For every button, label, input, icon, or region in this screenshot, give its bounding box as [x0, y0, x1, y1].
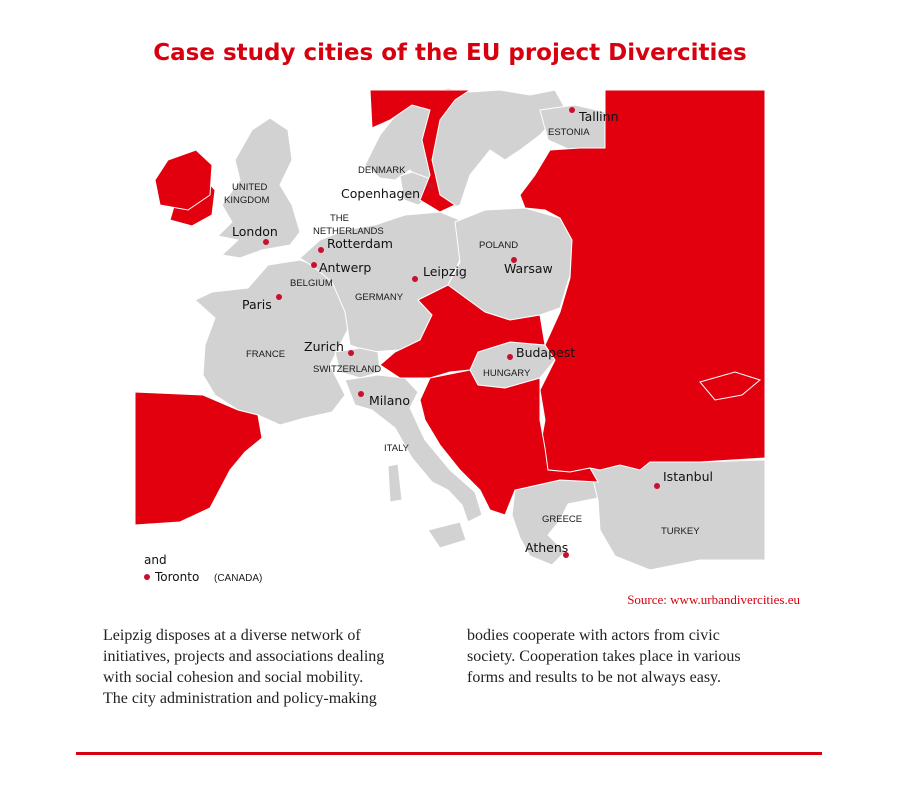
label-netherlands-1: THE — [330, 213, 349, 224]
marker-budapest — [507, 354, 513, 360]
text-line: with social cohesion and social mobility. — [103, 669, 364, 686]
marker-istanbul — [654, 483, 660, 489]
footer-rule — [76, 752, 822, 755]
text-line: bodies cooperate with actors from civic — [467, 627, 720, 644]
legend-city: Toronto — [155, 570, 200, 584]
map-title: Case study cities of the EU project Divercities — [153, 40, 747, 66]
marker-tallinn — [569, 107, 575, 113]
city-tallinn: Tallinn — [579, 109, 619, 124]
legend-country: (CANADA) — [214, 573, 263, 584]
legend-and: and — [144, 553, 167, 567]
label-poland: POLAND — [479, 240, 519, 251]
label-greece: GREECE — [542, 514, 583, 525]
text-line: initiatives, projects and associations dealing — [103, 648, 385, 665]
region-spain — [135, 392, 262, 525]
marker-leipzig — [412, 276, 418, 282]
marker-milano — [358, 391, 364, 397]
legend-marker — [144, 574, 150, 580]
country-sardinia — [388, 464, 402, 502]
marker-zurich — [348, 350, 354, 356]
label-turkey: TURKEY — [661, 526, 700, 537]
city-warsaw: Warsaw — [504, 261, 553, 276]
label-belgium: BELGIUM — [290, 278, 333, 289]
text-line: Leipzig disposes at a diverse network of — [103, 627, 361, 644]
label-france: FRANCE — [246, 349, 286, 360]
label-uk-1: UNITED — [232, 182, 268, 193]
city-istanbul: Istanbul — [663, 469, 714, 484]
label-denmark: DENMARK — [358, 165, 406, 176]
text-line: forms and results to be not always easy. — [467, 669, 722, 686]
map-legend — [144, 553, 262, 584]
label-switzerland: SWITZERLAND — [313, 364, 382, 375]
marker-antwerp — [311, 262, 317, 268]
marker-london — [263, 239, 269, 245]
body-text-column-1 — [103, 625, 443, 709]
country-sicily — [428, 522, 466, 548]
marker-copenhagen — [428, 183, 434, 189]
city-rotterdam: Rotterdam — [327, 236, 393, 251]
city-milano: Milano — [369, 393, 410, 408]
marker-paris — [276, 294, 282, 300]
label-estonia: ESTONIA — [548, 127, 590, 138]
label-germany: GERMANY — [355, 292, 404, 303]
text-line: The city administration and policy-making — [103, 690, 377, 707]
label-hungary: HUNGARY — [483, 368, 531, 379]
city-london: London — [232, 224, 278, 239]
city-antwerp: Antwerp — [319, 260, 372, 275]
text-line: society. Cooperation takes place in various — [467, 648, 741, 665]
city-paris: Paris — [242, 297, 272, 312]
city-athens: Athens — [525, 540, 569, 555]
city-budapest: Budapest — [516, 345, 576, 360]
body-text-column-2 — [467, 625, 772, 688]
city-zurich: Zurich — [304, 339, 344, 354]
city-copenhagen: Copenhagen — [341, 186, 421, 201]
city-leipzig: Leipzig — [423, 264, 467, 279]
label-italy: ITALY — [384, 443, 409, 454]
source-credit: Source: www.urbandivercities.eu — [627, 592, 800, 607]
label-netherlands-2: NETHERLANDS — [313, 226, 384, 237]
label-uk-2: KINGDOM — [224, 195, 270, 206]
marker-rotterdam — [318, 247, 324, 253]
